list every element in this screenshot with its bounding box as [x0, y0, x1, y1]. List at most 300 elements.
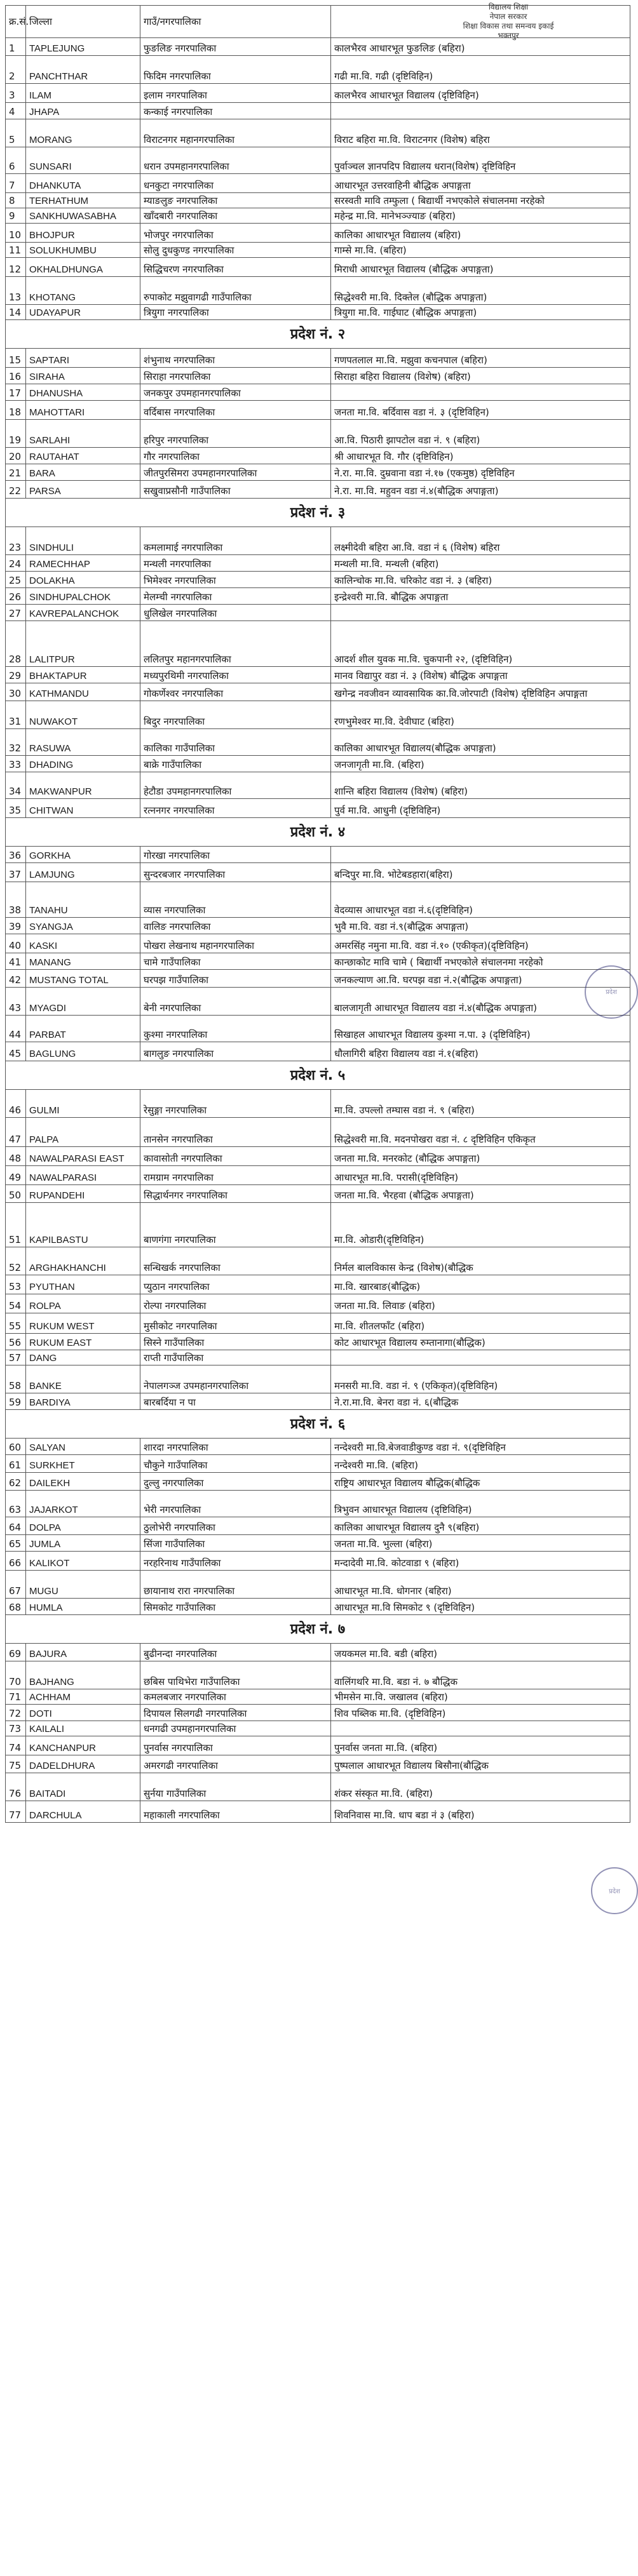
row-sn: 43 — [6, 988, 26, 1016]
school-name: सिखाहल आधारभूत विद्यालय कुश्मा न.पा. ३ (दृष्टिविहिन) — [331, 1016, 630, 1042]
district-name: PANCHTHAR — [26, 56, 140, 84]
row-sn: 68 — [6, 1599, 26, 1615]
row-sn: 26 — [6, 588, 26, 605]
row-sn: 36 — [6, 847, 26, 863]
district-name: SOLUKHUMBU — [26, 243, 140, 258]
district-name: SYANGJA — [26, 918, 140, 934]
school-name: त्रियुगा मा.वि. गाईघाट (बौद्धिक अपाङ्गता) — [331, 305, 630, 320]
palika-name: धरान उपमहानगरपालिका — [140, 147, 331, 174]
table-row — [6, 799, 630, 818]
district-name: JHAPA — [26, 103, 140, 119]
palika-name: बिदुर नगरपालिका — [140, 701, 331, 729]
district-name: JAJARKOT — [26, 1491, 140, 1517]
palika-name: मन्थली नगरपालिका — [140, 555, 331, 572]
district-name: RUKUM WEST — [26, 1313, 140, 1334]
round-stamp-2: प्रदेश — [591, 1867, 638, 1914]
palika-name: विराटनगर महानगरपालिका — [140, 119, 331, 147]
school-name: गणपतलाल मा.वि. मझुवा कचनपाल (बहिरा) — [331, 349, 630, 368]
palika-name: बेनी नगरपालिका — [140, 988, 331, 1016]
school-name — [331, 1721, 630, 1736]
district-name: MAKWANPUR — [26, 772, 140, 799]
province-title: प्रदेश नं. २ — [6, 320, 630, 349]
table-row — [6, 1185, 630, 1203]
palika-name: मेलम्ची नगरपालिका — [140, 588, 331, 605]
school-name: मनसरी मा.वि. वडा नं. ९ (एकिकृत)(दृष्टिविहिन) — [331, 1365, 630, 1393]
school-name: सिद्धेश्वरी मा.वि. मदनपोखरा वडा नं. ८ दृष्टिविहिन एकिकृत — [331, 1118, 630, 1147]
palika-name: हरिपुर नगरपालिका — [140, 420, 331, 448]
school-name: कालिका आधारभूत विद्यालय दुनै ९(बहिरा) — [331, 1517, 630, 1535]
palika-name: रेसुङ्गा नगरपालिका — [140, 1090, 331, 1118]
district-name: KALIKOT — [26, 1552, 140, 1571]
table-row — [6, 756, 630, 772]
table-row — [6, 1721, 630, 1736]
row-sn: 1 — [6, 38, 26, 56]
table-row — [6, 1042, 630, 1061]
table-row — [6, 729, 630, 756]
school-name: मन्दादेवी मा.वि. कोटवाडा ९ (बहिरा) — [331, 1552, 630, 1571]
district-name: LALITPUR — [26, 621, 140, 667]
school-name: लक्ष्मीदेवी बहिरा आ.वि. वडा नं ६ (विशेष) बहिरा — [331, 527, 630, 555]
school-name: नन्देश्वरी मा.वि.बेजवाडीकुण्ड वडा नं. ९(दृष्टिविहिन — [331, 1439, 630, 1455]
district-name: BHOJPUR — [26, 224, 140, 243]
table-row — [6, 368, 630, 384]
district-name: PARSA — [26, 481, 140, 499]
school-name: सिराहा बहिरा विद्यालय (विशेष) (बहिरा) — [331, 368, 630, 384]
round-stamp-1: प्रदेश — [585, 965, 638, 1019]
table-row — [6, 448, 630, 464]
palika-name: सिमकोट गाउँपालिका — [140, 1599, 331, 1615]
school-name: मा.वि. उपल्लो तम्घास वडा नं. ९ (बहिरा) — [331, 1090, 630, 1118]
table-row — [6, 1473, 630, 1491]
table-row — [6, 953, 630, 970]
district-name: RUKUM EAST — [26, 1334, 140, 1350]
school-name: बालजागृती आधारभूत विद्यालय वडा नं.४(बौद्धिक अपाङ्गता) — [331, 988, 630, 1016]
district-name: RAMECHHAP — [26, 555, 140, 572]
district-name: DHADING — [26, 756, 140, 772]
school-name: जनता मा.वि. लिवाङ (बहिरा) — [331, 1294, 630, 1313]
table-row — [6, 970, 630, 988]
palika-name: जनकपुर उपमहानगरपालिका — [140, 384, 331, 401]
row-sn: 54 — [6, 1294, 26, 1313]
table-row — [6, 605, 630, 621]
table-row — [6, 1350, 630, 1365]
table-row — [6, 701, 630, 729]
header-district: जिल्ला — [26, 6, 140, 38]
palika-name: नेपालगञ्ज उपमहानगरपालिका — [140, 1365, 331, 1393]
palika-name: पुनर्वास नगरपालिका — [140, 1736, 331, 1755]
district-name: SANKHUWASABHA — [26, 208, 140, 224]
palika-name: शंभुनाथ नगरपालिका — [140, 349, 331, 368]
district-name: LAMJUNG — [26, 863, 140, 882]
table-row — [6, 1313, 630, 1334]
school-name: निर्मल बालविकास केन्द्र (विशेष)(बौद्धिक — [331, 1247, 630, 1275]
row-sn: 61 — [6, 1455, 26, 1473]
row-sn: 2 — [6, 56, 26, 84]
district-name: UDAYAPUR — [26, 305, 140, 320]
table-row — [6, 1166, 630, 1185]
palika-name: रामग्राम नगरपालिका — [140, 1166, 331, 1185]
table-row — [6, 918, 630, 934]
province-heading — [6, 1410, 630, 1439]
palika-name: सखुवाप्रसौनी गाउँपालिका — [140, 481, 331, 499]
table-row — [6, 1090, 630, 1118]
palika-name: दिपायल सिलगढी नगरपालिका — [140, 1705, 331, 1721]
table-row — [6, 1736, 630, 1755]
school-name — [331, 847, 630, 863]
school-name: पुनर्वास जनता मा.वि. (बहिरा) — [331, 1736, 630, 1755]
stamp-line: नेपाल सरकार — [489, 12, 527, 21]
district-name: BAJHANG — [26, 1661, 140, 1689]
table-row — [6, 1334, 630, 1350]
school-name — [331, 384, 630, 401]
table-row — [6, 555, 630, 572]
school-name: त्रिभुवन आधारभूत विद्यालय (दृष्टिविहिन) — [331, 1491, 630, 1517]
district-name: DARCHULA — [26, 1801, 140, 1823]
row-sn: 76 — [6, 1773, 26, 1801]
table-row — [6, 572, 630, 588]
palika-name: मुसीकोट नगरपालिका — [140, 1313, 331, 1334]
table-row — [6, 1535, 630, 1552]
district-name: NAWALPARASI EAST — [26, 1147, 140, 1166]
palika-name: ललितपुर महानगरपालिका — [140, 621, 331, 667]
row-sn: 51 — [6, 1203, 26, 1247]
table-row — [6, 193, 630, 208]
school-name: वालिंगथरि मा.वि. बडा नं. ७ बौद्धिक — [331, 1661, 630, 1689]
school-name: जनता मा.वि. भैरहवा (बौद्धिक अपाङ्गता) — [331, 1185, 630, 1203]
table-row — [6, 464, 630, 481]
row-sn: 41 — [6, 953, 26, 970]
school-name: गाम्से मा.वि. (बहिरा) — [331, 243, 630, 258]
district-name: BHAKTAPUR — [26, 667, 140, 683]
row-sn: 20 — [6, 448, 26, 464]
table-row — [6, 305, 630, 320]
district-name: MANANG — [26, 953, 140, 970]
palika-name: बाक्रे गाउँपालिका — [140, 756, 331, 772]
palika-name: खाँदबारी नगरपालिका — [140, 208, 331, 224]
table-row — [6, 1275, 630, 1294]
table-row — [6, 1801, 630, 1823]
district-name: TERHATHUM — [26, 193, 140, 208]
table-row — [6, 1552, 630, 1571]
row-sn: 56 — [6, 1334, 26, 1350]
table-row — [6, 1571, 630, 1599]
district-name: GULMI — [26, 1090, 140, 1118]
row-sn: 33 — [6, 756, 26, 772]
table-row — [6, 934, 630, 953]
row-sn: 27 — [6, 605, 26, 621]
palika-name: मध्यपुरथिमी नगरपालिका — [140, 667, 331, 683]
school-name: धौलागिरी बहिरा विद्यालय वडा नं.१(बहिरा) — [331, 1042, 630, 1061]
palika-name: कमलामाई नगरपालिका — [140, 527, 331, 555]
palika-name: भोजपुर नगरपालिका — [140, 224, 331, 243]
palika-name: रुपाकोट मझुवागढी गाउँपालिका — [140, 277, 331, 305]
stamp-line: शिक्षा विकास तथा समन्वय इकाई — [463, 22, 554, 30]
table-row — [6, 84, 630, 103]
row-sn: 3 — [6, 84, 26, 103]
school-name: कालिन्चोक मा.वि. चरिकोट वडा नं. ३ (बहिरा) — [331, 572, 630, 588]
district-name: BANKE — [26, 1365, 140, 1393]
row-sn: 24 — [6, 555, 26, 572]
palika-name: इलाम नगरपालिका — [140, 84, 331, 103]
table-row — [6, 243, 630, 258]
document-sheet — [5, 5, 630, 1823]
school-name: आदर्श शील युवक मा.वि. चुकपानी २२, (दृष्टिविहिन) — [331, 621, 630, 667]
table-row — [6, 1365, 630, 1393]
palika-name: भेरी नगरपालिका — [140, 1491, 331, 1517]
palika-name: हेटौडा उपमहानगरपालिका — [140, 772, 331, 799]
table-row — [6, 863, 630, 882]
district-name: KATHMANDU — [26, 683, 140, 701]
palika-name: भिमेश्वर नगरपालिका — [140, 572, 331, 588]
palika-name: कावासोती नगरपालिका — [140, 1147, 331, 1166]
palika-name: गोकर्णेश्वर नगरपालिका — [140, 683, 331, 701]
palika-name: कमलबजार नगरपालिका — [140, 1689, 331, 1705]
district-name: DAILEKH — [26, 1473, 140, 1491]
school-name: मन्थली मा.वि. मन्थली (बहिरा) — [331, 555, 630, 572]
row-sn: 53 — [6, 1275, 26, 1294]
school-name: महेन्द्र मा.वि. मानेभञ्ज्याङ (बहिरा) — [331, 208, 630, 224]
school-name: जनजागृती मा.वि. (बहिरा) — [331, 756, 630, 772]
table-row — [6, 224, 630, 243]
row-sn: 37 — [6, 863, 26, 882]
palika-name: प्युठान नगरपालिका — [140, 1275, 331, 1294]
row-sn: 55 — [6, 1313, 26, 1334]
row-sn: 48 — [6, 1147, 26, 1166]
school-name: विराट बहिरा मा.वि. विराटनगर (विशेष) बहिरा — [331, 119, 630, 147]
palika-name: महाकाली नगरपालिका — [140, 1801, 331, 1823]
school-name: आधारभूत मा.वि. परासी(दृष्टिविहिन) — [331, 1166, 630, 1185]
district-name: BAITADI — [26, 1773, 140, 1801]
row-sn: 35 — [6, 799, 26, 818]
school-name: नन्देश्वरी मा.वि. (बहिरा) — [331, 1455, 630, 1473]
school-name: अमरसिंह नमुना मा.वि. वडा नं.१० (एकीकृत)(दृष्टिविहिन) — [331, 934, 630, 953]
table-row — [6, 1661, 630, 1689]
header-sn: क्र.सं. — [6, 6, 26, 38]
school-name: रणभुमेश्वर मा.वि. देवीघाट (बहिरा) — [331, 701, 630, 729]
school-name: जनता मा.वि. मनरकोट (बौद्धिक अपाङ्गता) — [331, 1147, 630, 1166]
municipality-table — [5, 5, 630, 1823]
palika-name: जीतपुरसिमरा उपमहानगरपालिका — [140, 464, 331, 481]
school-name: जनता मा.वि. बर्दिवास वडा नं. ३ (दृष्टिविहिन) — [331, 401, 630, 420]
table-row — [6, 1755, 630, 1773]
palika-name: वालिङ नगरपालिका — [140, 918, 331, 934]
district-name: KAILALI — [26, 1721, 140, 1736]
school-name: इन्द्रेश्वरी मा.वि. बौद्धिक अपाङ्गता — [331, 588, 630, 605]
row-sn: 38 — [6, 882, 26, 918]
district-name: PALPA — [26, 1118, 140, 1147]
district-name: MORANG — [26, 119, 140, 147]
table-row — [6, 1455, 630, 1473]
palika-name: धुलिखेल नगरपालिका — [140, 605, 331, 621]
row-sn: 4 — [6, 103, 26, 119]
palika-name: व्यास नगरपालिका — [140, 882, 331, 918]
palika-name: छबिस पाथिभेरा गाउँपालिका — [140, 1661, 331, 1689]
district-name: DOLPA — [26, 1517, 140, 1535]
district-name: OKHALDHUNGA — [26, 258, 140, 277]
table-row — [6, 772, 630, 799]
row-sn: 57 — [6, 1350, 26, 1365]
row-sn: 40 — [6, 934, 26, 953]
district-name: DOTI — [26, 1705, 140, 1721]
school-name: पुर्वाञ्चल ज्ञानपदिप विद्यालय धरान(विशेष) दृष्टिविहिन — [331, 147, 630, 174]
palika-name: धनकुटा नगरपालिका — [140, 174, 331, 193]
table-row — [6, 847, 630, 863]
province-heading — [6, 1061, 630, 1090]
school-name: शंकर संस्कृत मा.वि. (बहिरा) — [331, 1773, 630, 1801]
table-row — [6, 683, 630, 701]
table-row — [6, 384, 630, 401]
school-name: पुर्व मा.वि. आधुनी (दृष्टिविहिन) — [331, 799, 630, 818]
row-sn: 65 — [6, 1535, 26, 1552]
school-name: खगेन्द्र नवजीवन व्यावसायिक का.वि.जोरपाटी (विशेष) दृष्टिविहिन अपाङ्गता — [331, 683, 630, 701]
palika-name: चौकुने गाउँपालिका — [140, 1455, 331, 1473]
palika-name: फुङलिङ नगरपालिका — [140, 38, 331, 56]
school-name: शिव पब्लिक मा.वि. (दृष्टिविहिन) — [331, 1705, 630, 1721]
row-sn: 30 — [6, 683, 26, 701]
district-name: BAJURA — [26, 1644, 140, 1661]
district-name: BAGLUNG — [26, 1042, 140, 1061]
school-name: जयकमल मा.वि. बडी (बहिरा) — [331, 1644, 630, 1661]
row-sn: 29 — [6, 667, 26, 683]
palika-name: बुढीनन्दा नगरपालिका — [140, 1644, 331, 1661]
row-sn: 67 — [6, 1571, 26, 1599]
district-name: SARLAHI — [26, 420, 140, 448]
school-name: कालिका आधारभूत विद्यालय(बौद्धिक अपाङ्गता) — [331, 729, 630, 756]
district-name: NUWAKOT — [26, 701, 140, 729]
school-name: कान्छाकोट मावि चामे ( बिद्यार्थी नभएकोले संचालनमा नरहेको — [331, 953, 630, 970]
row-sn: 10 — [6, 224, 26, 243]
district-name: JUMLA — [26, 1535, 140, 1552]
district-name: BARA — [26, 464, 140, 481]
school-name: कालभैरव आधारभूत फुङलिङ (बहिरा) — [331, 38, 630, 56]
palika-name: कालिका गाउँपालिका — [140, 729, 331, 756]
row-sn: 64 — [6, 1517, 26, 1535]
district-name: KAPILBASTU — [26, 1203, 140, 1247]
district-name: CHITWAN — [26, 799, 140, 818]
header-palika: गाउँ/नगरपालिका — [140, 6, 331, 38]
table-row — [6, 1517, 630, 1535]
school-name: मा.वि. खारबाङ(बौद्धिक) — [331, 1275, 630, 1294]
table-row — [6, 401, 630, 420]
school-name: राष्ट्रिय आधारभूत विद्यालय बौद्धिक(बौद्धिक — [331, 1473, 630, 1491]
row-sn: 8 — [6, 193, 26, 208]
school-name — [331, 103, 630, 119]
palika-name: बारबर्दिया न पा — [140, 1393, 331, 1410]
district-name: SAPTARI — [26, 349, 140, 368]
row-sn: 69 — [6, 1644, 26, 1661]
palika-name: नरहरिनाथ गाउँपालिका — [140, 1552, 331, 1571]
row-sn: 23 — [6, 527, 26, 555]
palika-name: बागलुङ नगरपालिका — [140, 1042, 331, 1061]
table-row — [6, 1203, 630, 1247]
palika-name: शारदा नगरपालिका — [140, 1439, 331, 1455]
district-name: SALYAN — [26, 1439, 140, 1455]
palika-name: छायानाथ रारा नगरपालिका — [140, 1571, 331, 1599]
province-title: प्रदेश नं. ७ — [6, 1615, 630, 1644]
row-sn: 15 — [6, 349, 26, 368]
table-row — [6, 1689, 630, 1705]
row-sn: 17 — [6, 384, 26, 401]
school-name: सिद्धेश्वरी मा.वि. दिक्तेल (बौद्धिक अपाङ्गता) — [331, 277, 630, 305]
palika-name: फिदिम नगरपालिका — [140, 56, 331, 84]
palika-name: वर्दिबास नगरपालिका — [140, 401, 331, 420]
district-name: RUPANDEHI — [26, 1185, 140, 1203]
school-name: भीमसेन मा.वि. जखालव (बहिरा) — [331, 1689, 630, 1705]
school-name: जनकल्याण आ.वि. घरपझ वडा नं.२(बौद्धिक अपाङ्गता) — [331, 970, 630, 988]
table-row — [6, 56, 630, 84]
province-heading — [6, 1615, 630, 1644]
school-name: मा.वि. शीतलफाँट (बहिरा) — [331, 1313, 630, 1334]
school-name: कोट आधारभूत विद्यालय रुम्तानागा(बौद्धिक) — [331, 1334, 630, 1350]
palika-name: गोरखा नगरपालिका — [140, 847, 331, 863]
school-name: कालभैरव आधारभूत विद्यालय (दृष्टिविहिन) — [331, 84, 630, 103]
district-name: TANAHU — [26, 882, 140, 918]
row-sn: 16 — [6, 368, 26, 384]
school-name — [331, 605, 630, 621]
school-name: मा.वि. ओडारी(दृष्टिविहिन) — [331, 1203, 630, 1247]
district-name: KASKI — [26, 934, 140, 953]
palika-name: सुन्दरबजार नगरपालिका — [140, 863, 331, 882]
palika-name: कुश्मा नगरपालिका — [140, 1016, 331, 1042]
school-name — [331, 1350, 630, 1365]
table-row — [6, 103, 630, 119]
table-row — [6, 1599, 630, 1615]
district-name: SINDHULI — [26, 527, 140, 555]
district-name: KANCHANPUR — [26, 1736, 140, 1755]
school-name: गढी मा.वि. गढी (दृष्टिविहिन) — [331, 56, 630, 84]
row-sn: 71 — [6, 1689, 26, 1705]
table-row — [6, 174, 630, 193]
row-sn: 47 — [6, 1118, 26, 1147]
school-name: मिराधी आधारभूत विद्यालय (बौद्धिक अपाङ्गता) — [331, 258, 630, 277]
row-sn: 45 — [6, 1042, 26, 1061]
district-name: PARBAT — [26, 1016, 140, 1042]
row-sn: 12 — [6, 258, 26, 277]
row-sn: 58 — [6, 1365, 26, 1393]
row-sn: 52 — [6, 1247, 26, 1275]
table-row — [6, 1705, 630, 1721]
row-sn: 32 — [6, 729, 26, 756]
table-row — [6, 258, 630, 277]
table-row — [6, 1294, 630, 1313]
school-name: पुष्पलाल आधारभूत विद्यालय बिसौना(बौद्धिक — [331, 1755, 630, 1773]
row-sn: 49 — [6, 1166, 26, 1185]
district-name: DADELDHURA — [26, 1755, 140, 1773]
table-row — [6, 1439, 630, 1455]
row-sn: 21 — [6, 464, 26, 481]
palika-name: रत्ननगर नगरपालिका — [140, 799, 331, 818]
row-sn: 6 — [6, 147, 26, 174]
district-name: DHANKUTA — [26, 174, 140, 193]
table-row — [6, 1491, 630, 1517]
row-sn: 77 — [6, 1801, 26, 1823]
palika-name: अमरगढी नगरपालिका — [140, 1755, 331, 1773]
palika-name: धनगढी उपमहानगरपालिका — [140, 1721, 331, 1736]
palika-name: बाणगंगा नगरपालिका — [140, 1203, 331, 1247]
province-title: प्रदेश नं. ४ — [6, 818, 630, 847]
table-row — [6, 1247, 630, 1275]
row-sn: 59 — [6, 1393, 26, 1410]
table-row — [6, 1773, 630, 1801]
school-name: मानव विद्यापुर वडा नं. ३ (विशेष) बौद्धिक अपाङ्गता — [331, 667, 630, 683]
row-sn: 62 — [6, 1473, 26, 1491]
district-name: MAHOTTARI — [26, 401, 140, 420]
table-row — [6, 1644, 630, 1661]
row-sn: 63 — [6, 1491, 26, 1517]
palika-name: चामे गाउँपालिका — [140, 953, 331, 970]
province-title: प्रदेश नं. ३ — [6, 499, 630, 527]
school-name: आधारभूत मा.वि सिमकोट ९ (दृष्टिविहिन) — [331, 1599, 630, 1615]
